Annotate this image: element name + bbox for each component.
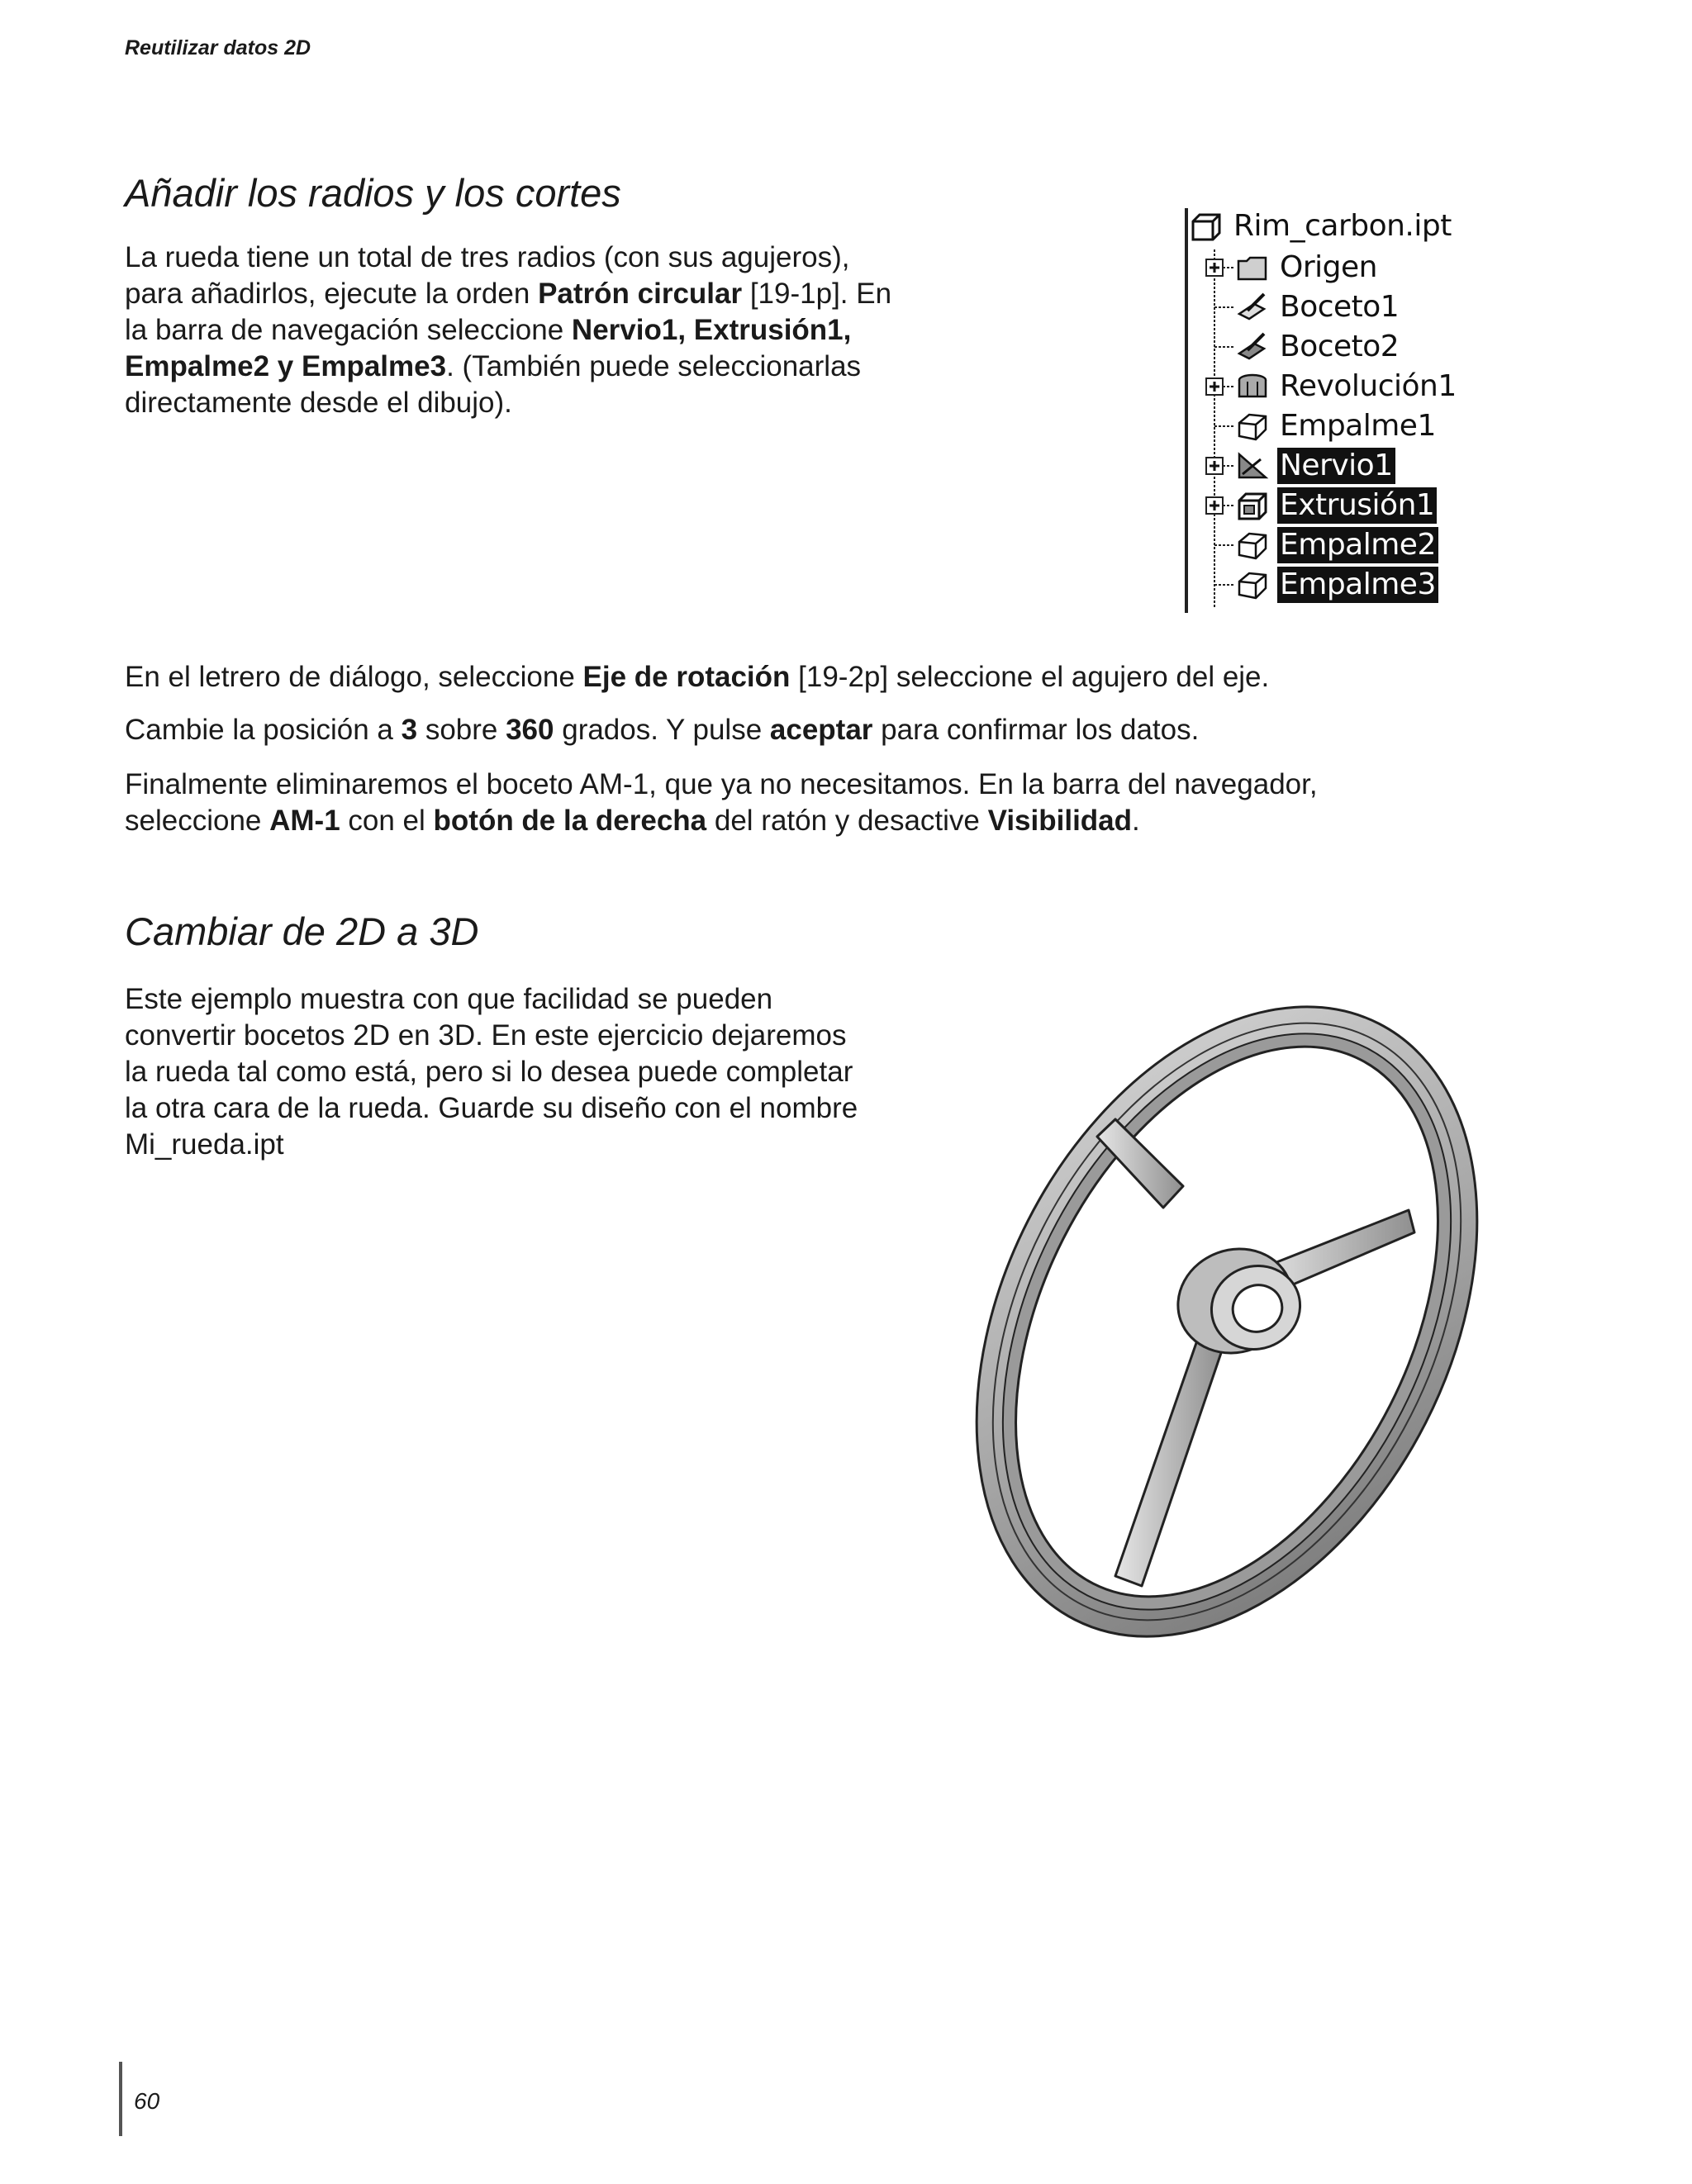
tree-item-label: Boceto1: [1280, 290, 1400, 324]
button-name: aceptar: [769, 714, 873, 746]
browser-tree: [1185, 208, 1482, 613]
text-line: la otra cara de la rueda. Guarde su diseño con el nombre: [125, 1092, 858, 1124]
option-name: Eje de rotación: [582, 661, 791, 693]
text-line: Este ejemplo muestra con que facilidad se pueden: [125, 983, 773, 1015]
intro-paragraph: [125, 240, 951, 421]
section-title-radios: Añadir los radios y los cortes: [125, 171, 621, 215]
tree-item-label: Nervio1: [1277, 448, 1395, 484]
tree-item-label: Empalme1: [1280, 409, 1436, 443]
feature-names: Empalme2 y Empalme3: [125, 350, 447, 382]
intro-line: La rueda tiene un total de tres radios (con sus agujeros),: [125, 241, 850, 273]
footer-rule: [119, 2062, 122, 2136]
text-line: la rueda tal como está, pero si lo desea puede completar: [125, 1056, 853, 1088]
section-title-2d-3d: Cambiar de 2D a 3D: [125, 909, 479, 953]
running-header: Reutilizar datos 2D: [125, 36, 311, 59]
folder-icon: [1236, 253, 1269, 282]
feature-names: Nervio1, Extrusión1,: [571, 314, 852, 346]
revolve-icon: [1236, 372, 1269, 401]
tree-item-label: Boceto2: [1280, 330, 1400, 363]
page-number: 60: [134, 2088, 160, 2114]
tree-item-label: Empalme2: [1277, 527, 1438, 563]
tree-item-label: Extrusión1: [1277, 487, 1437, 524]
paragraph-posicion: Cambie la posición a 3 sobre 360 grados. Y pulse aceptar para confirmar los datos.: [125, 714, 1200, 746]
intro-line: directamente desde el dibujo).: [125, 387, 512, 419]
intro-line: para añadirlos, ejecute la orden Patrón circular [19-1p]. En: [125, 278, 892, 310]
tree-item-label: Empalme3: [1277, 567, 1438, 603]
intro-line: la barra de navegación seleccione Nervio1, Extrusión1,: [125, 314, 852, 346]
tree-item-label: Revolución1: [1280, 369, 1457, 403]
tree-root-label: Rim_carbon.ipt: [1233, 209, 1452, 243]
text-line: convertir bocetos 2D en 3D. En este ejercicio dejaremos: [125, 1019, 847, 1052]
rib-icon: [1236, 451, 1269, 481]
sketch-icon: [1236, 292, 1269, 322]
text-line: Mi_rueda.ipt: [125, 1128, 284, 1161]
expand-toggles: [1203, 258, 1226, 539]
sketch-icon: [1236, 332, 1269, 362]
fillet-icon: [1236, 411, 1269, 441]
extrude-icon: [1236, 491, 1269, 520]
paragraph-2d-3d: [125, 981, 951, 1163]
paragraph-eje: En el letrero de diálogo, seleccione Eje de rotación [19-2p] seleccione el agujero del eje.: [125, 661, 1270, 693]
command-name: Patrón circular: [538, 278, 743, 310]
fillet-icon: [1236, 570, 1269, 600]
tree-item-label: Origen: [1280, 250, 1377, 284]
part-icon: [1190, 211, 1223, 241]
fillet-icon: [1236, 530, 1269, 560]
intro-line: Empalme2 y Empalme3. (También puede seleccionarlas: [125, 350, 862, 382]
paragraph-visibilidad: Finalmente eliminaremos el boceto AM-1, que ya no necesitamos. En la barra del navegador, seleccione AM-1 con el botón de la derecha del ratón y desactive Visibilidad.: [125, 768, 1318, 837]
wheel-3d-model: [950, 975, 1504, 1669]
